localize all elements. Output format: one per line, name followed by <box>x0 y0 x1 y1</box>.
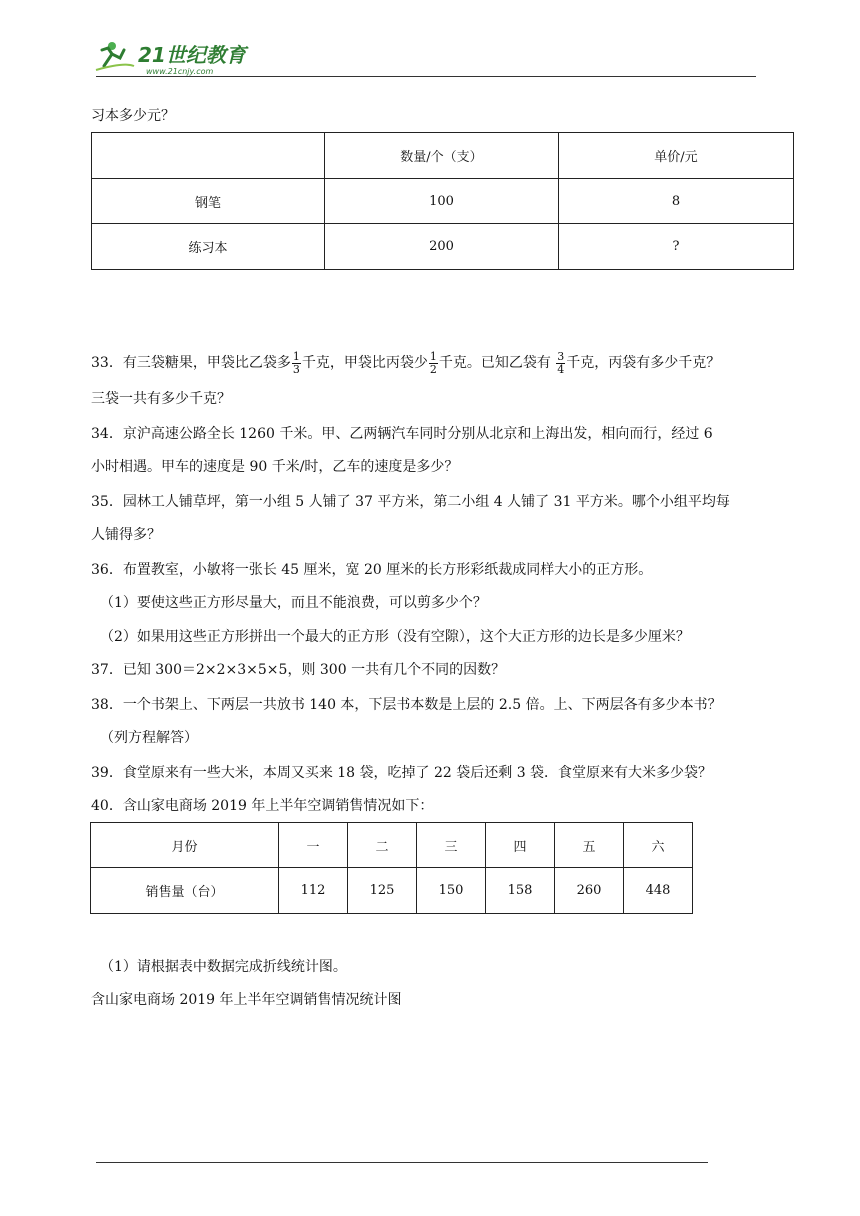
question-39: 39．食堂原来有一些大米，本周又买来 18 袋，吃掉了 22 袋后还剩 3 袋．食堂原来有大米多少袋？ <box>91 765 713 781</box>
question-36-sub2: （2）如果用这些正方形拼出一个最大的正方形（没有空隙），这个大正方形的边长是多少厘米？ <box>100 629 690 645</box>
table-cell: 钢笔 <box>92 179 325 224</box>
table-header-cell: 六 <box>624 823 693 868</box>
fraction-denominator: 2 <box>429 362 437 376</box>
table-cell: 练习本 <box>92 224 325 270</box>
q33-text-4: 千克，丙袋有多少千克？ <box>566 355 721 371</box>
logo-url: www.21cnjy.com <box>146 67 214 76</box>
question-33-line1 <box>91 348 720 378</box>
question-40-line1: 40．含山家电商场 2019 年上半年空调销售情况如下： <box>91 798 434 814</box>
logo-title: 21世纪教育 <box>138 43 246 67</box>
chart-title: 含山家电商场 2019 年上半年空调销售情况统计图 <box>91 992 402 1008</box>
table-cell: 100 <box>325 179 559 224</box>
question-34-line1: 34．京沪高速公路全长 1260 千米。甲、乙两辆汽车同时分别从北京和上海出发，相向而行，经过 6 <box>91 426 713 442</box>
table-header-cell: 数量/个（支） <box>325 133 559 179</box>
price-table <box>91 132 794 270</box>
table-header-cell: 二 <box>348 823 417 868</box>
table-header-cell: 三 <box>417 823 486 868</box>
table-cell: 200 <box>325 224 559 270</box>
table-cell: 150 <box>417 868 486 914</box>
table-header-cell: 月份 <box>91 823 279 868</box>
site-logo <box>94 36 264 80</box>
table-header-cell: 单价/元 <box>559 133 794 179</box>
table-header-cell: 一 <box>279 823 348 868</box>
table-row <box>92 224 794 270</box>
table-header-cell: 四 <box>486 823 555 868</box>
fraction <box>556 351 565 376</box>
fraction-numerator: 3 <box>557 349 565 363</box>
fraction <box>292 351 301 376</box>
table-row <box>91 823 693 868</box>
table-cell: 260 <box>555 868 624 914</box>
fraction-denominator: 4 <box>557 362 565 376</box>
question-38-line1: 38．一个书架上、下两层一共放书 140 本，下层书本数是上层的 2.5 倍。上、下两层各有多少本书？ <box>91 697 722 713</box>
question-35-line2: 人铺得多？ <box>91 527 161 543</box>
question-35-line1: 35．园林工人铺草坪，第一小组 5 人铺了 37 平方米，第二小组 4 人铺了 31 平方米。哪个小组平均每 <box>91 494 730 510</box>
question-34-line2: 小时相遇。甲车的速度是 90 千米/时，乙车的速度是多少？ <box>91 459 459 475</box>
table-cell: 158 <box>486 868 555 914</box>
question-40-sub1: （1）请根据表中数据完成折线统计图。 <box>100 959 347 975</box>
fraction-numerator: 1 <box>292 349 300 363</box>
table-cell: 448 <box>624 868 693 914</box>
question-tail: 习本多少元？ <box>91 108 175 124</box>
question-38-line2: （列方程解答） <box>100 730 198 746</box>
table-cell: ? <box>559 224 794 270</box>
sales-table <box>90 822 693 914</box>
table-row <box>91 868 693 914</box>
fraction-denominator: 3 <box>292 362 300 376</box>
question-36-sub1: （1）要使这些正方形尽量大，而且不能浪费，可以剪多少个？ <box>100 595 487 611</box>
table-cell: 销售量（台） <box>91 868 279 914</box>
table-row <box>92 133 794 179</box>
table-header-cell: 五 <box>555 823 624 868</box>
table-cell: 112 <box>279 868 348 914</box>
q33-text-2: 千克，甲袋比丙袋少 <box>301 355 428 371</box>
table-cell: 125 <box>348 868 417 914</box>
fraction <box>429 351 438 376</box>
table-row <box>92 179 794 224</box>
table-header-cell <box>92 133 325 179</box>
question-33-line2: 三袋一共有多少千克？ <box>91 391 231 407</box>
question-36-line1: 36．布置教室，小敏将一张长 45 厘米，宽 20 厘米的长方形彩纸裁成同样大小的正方形。 <box>91 562 653 578</box>
question-37: 37．已知 300＝2×2×3×5×5，则 300 一共有几个不同的因数？ <box>91 662 506 678</box>
table-cell: 8 <box>559 179 794 224</box>
footer-rule <box>96 1162 708 1163</box>
q33-text-3: 千克。已知乙袋有 <box>438 355 556 371</box>
runner-icon <box>96 42 134 70</box>
fraction-numerator: 1 <box>429 349 437 363</box>
header-rule <box>96 76 756 77</box>
q33-text-1: 33．有三袋糖果，甲袋比乙袋多 <box>91 355 291 371</box>
